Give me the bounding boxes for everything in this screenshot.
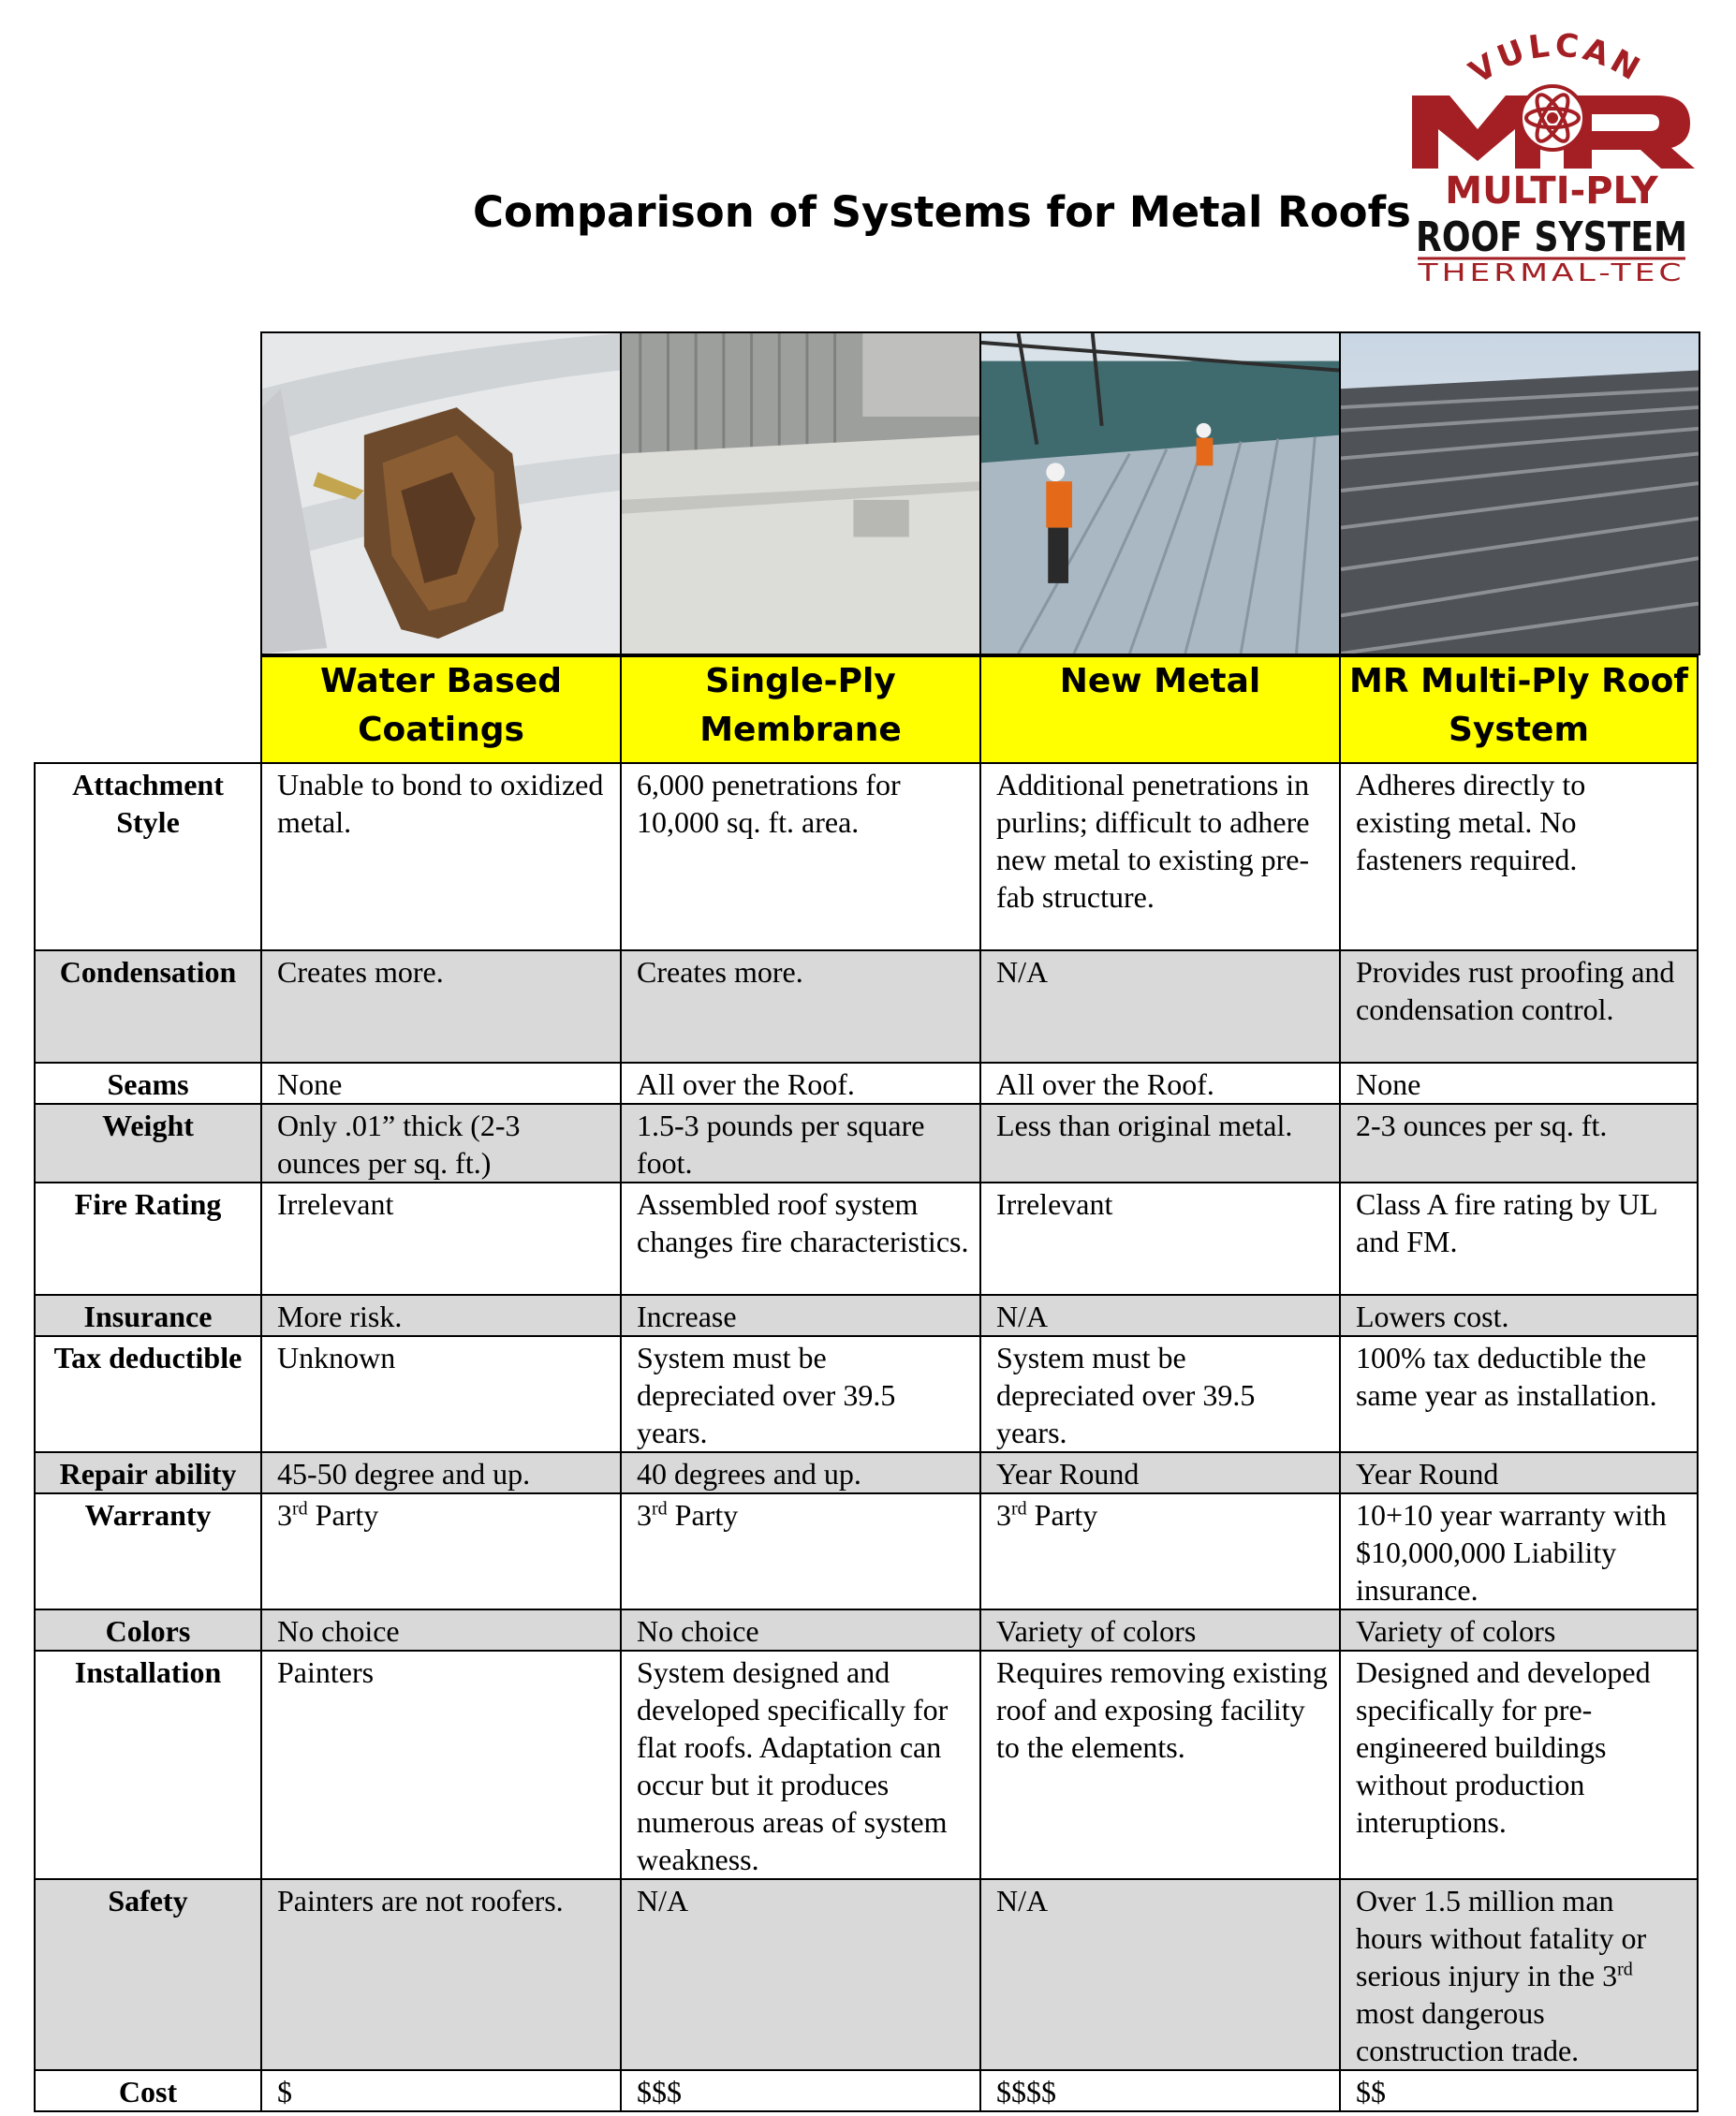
row-label: Tax deductible — [35, 1336, 261, 1452]
column-header-water-based-coatings: Water Based Coatings — [261, 656, 621, 763]
row-label: Condensation — [35, 950, 261, 1063]
row-weight — [35, 1104, 1698, 1183]
row-label: Safety — [35, 1879, 261, 2070]
table-cell: $$$ — [621, 2070, 980, 2111]
row-label: Attachment Style — [35, 763, 261, 950]
row-warranty — [35, 1493, 1698, 1609]
table-cell: $$ — [1340, 2070, 1698, 2111]
table-cell: Year Round — [1340, 1452, 1698, 1493]
comparison-table — [34, 655, 1699, 2112]
table-cell: 100% tax deductible the same year as installation. — [1340, 1336, 1698, 1452]
row-condensation — [35, 950, 1698, 1063]
row-label: Fire Rating — [35, 1183, 261, 1295]
table-cell: N/A — [980, 1879, 1340, 2070]
table-cell: No choice — [261, 1609, 621, 1651]
table-cell: Designed and developed specifically for pre-engineered buildings without production interuptions. — [1340, 1651, 1698, 1879]
table-cell: Variety of colors — [1340, 1609, 1698, 1651]
svg-text:VULCAN: VULCAN — [1463, 28, 1650, 92]
table-cell: Additional penetrations in purlins; difficult to adhere new metal to existing pre-fab structure. — [980, 763, 1340, 950]
table-cell: Irrelevant — [980, 1183, 1340, 1295]
membrane-roof-photo — [620, 331, 981, 655]
row-label: Weight — [35, 1104, 261, 1183]
row-colors — [35, 1609, 1698, 1651]
table-cell: N/A — [621, 1879, 980, 2070]
row-safety — [35, 1879, 1698, 2070]
table-cell: 3rd Party — [621, 1493, 980, 1609]
table-cell: All over the Roof. — [621, 1063, 980, 1104]
table-cell: None — [1340, 1063, 1698, 1104]
table-cell: Painters are not roofers. — [261, 1879, 621, 2070]
table-cell: System must be depreciated over 39.5 years. — [621, 1336, 980, 1452]
company-logo — [1405, 28, 1699, 286]
workers-metal-roof-photo — [979, 331, 1341, 655]
table-cell: $$$$ — [980, 2070, 1340, 2111]
table-cell: Variety of colors — [980, 1609, 1340, 1651]
svg-text:THERMAL-TEC: THERMAL-TEC — [1417, 259, 1685, 286]
table-cell: 10+10 year warranty with $10,000,000 Liability insurance. — [1340, 1493, 1698, 1609]
table-cell: N/A — [980, 950, 1340, 1063]
table-cell: Lowers cost. — [1340, 1295, 1698, 1336]
rusted-metal-photo — [260, 331, 622, 655]
table-cell: 40 degrees and up. — [621, 1452, 980, 1493]
table-cell: Requires removing existing roof and exposing facility to the elements. — [980, 1651, 1340, 1879]
row-label: Warranty — [35, 1493, 261, 1609]
svg-text:ROOF SYSTEM: ROOF SYSTEM — [1416, 213, 1687, 261]
header-row — [35, 656, 1698, 763]
table-cell: Painters — [261, 1651, 621, 1879]
table-cell: More risk. — [261, 1295, 621, 1336]
row-label: Colors — [35, 1609, 261, 1651]
row-label: Insurance — [35, 1295, 261, 1336]
table-cell: Adheres directly to existing metal. No fasteners required. — [1340, 763, 1698, 950]
row-label: Seams — [35, 1063, 261, 1104]
table-cell: Year Round — [980, 1452, 1340, 1493]
row-tax-deductible — [35, 1336, 1698, 1452]
row-installation — [35, 1651, 1698, 1879]
table-cell: Creates more. — [261, 950, 621, 1063]
table-cell: System must be depreciated over 39.5 years. — [980, 1336, 1340, 1452]
table-cell: Increase — [621, 1295, 980, 1336]
row-attachment-style — [35, 763, 1698, 950]
table-cell: Irrelevant — [261, 1183, 621, 1295]
table-cell: No choice — [621, 1609, 980, 1651]
table-cell: Only .01” thick (2-3 ounces per sq. ft.) — [261, 1104, 621, 1183]
table-cell: N/A — [980, 1295, 1340, 1336]
row-cost — [35, 2070, 1698, 2111]
table-cell: Over 1.5 million man hours without fatality or serious injury in the 3rd most dangerous construction trade. — [1340, 1879, 1698, 2070]
row-repair-ability — [35, 1452, 1698, 1493]
row-label: Cost — [35, 2070, 261, 2111]
table-cell: None — [261, 1063, 621, 1104]
table-cell: 3rd Party — [261, 1493, 621, 1609]
column-header-single-ply-membrane: Single-Ply Membrane — [621, 656, 980, 763]
column-header-new-metal: New Metal — [980, 656, 1340, 763]
row-seams — [35, 1063, 1698, 1104]
svg-text:MULTI-PLY: MULTI-PLY — [1445, 169, 1658, 213]
table-cell: All over the Roof. — [980, 1063, 1340, 1104]
table-cell: 6,000 penetrations for 10,000 sq. ft. area. — [621, 763, 980, 950]
row-label: Installation — [35, 1651, 261, 1879]
table-cell: Creates more. — [621, 950, 980, 1063]
table-cell: Unknown — [261, 1336, 621, 1452]
page-title: Comparison of Systems for Metal Roofs — [473, 187, 1411, 237]
table-cell: Less than original metal. — [980, 1104, 1340, 1183]
table-cell: System designed and developed specifically for flat roofs. Adaptation can occur but it produces numerous areas of system weakness. — [621, 1651, 980, 1879]
table-cell: 2-3 ounces per sq. ft. — [1340, 1104, 1698, 1183]
table-cell: 1.5-3 pounds per square foot. — [621, 1104, 980, 1183]
table-cell: 3rd Party — [980, 1493, 1340, 1609]
table-cell: Assembled roof system changes fire characteristics. — [621, 1183, 980, 1295]
mr-roof-photo — [1339, 331, 1700, 655]
table-cell: Unable to bond to oxidized metal. — [261, 763, 621, 950]
table-cell: Class A fire rating by UL and FM. — [1340, 1183, 1698, 1295]
column-header-mr-multi-ply: MR Multi-Ply Roof System — [1340, 656, 1698, 763]
table-cell: Provides rust proofing and condensation control. — [1340, 950, 1698, 1063]
row-insurance — [35, 1295, 1698, 1336]
row-label: Repair ability — [35, 1452, 261, 1493]
header-blank-cell — [35, 656, 261, 763]
table-cell: 45-50 degree and up. — [261, 1452, 621, 1493]
row-fire-rating — [35, 1183, 1698, 1295]
table-cell: $ — [261, 2070, 621, 2111]
